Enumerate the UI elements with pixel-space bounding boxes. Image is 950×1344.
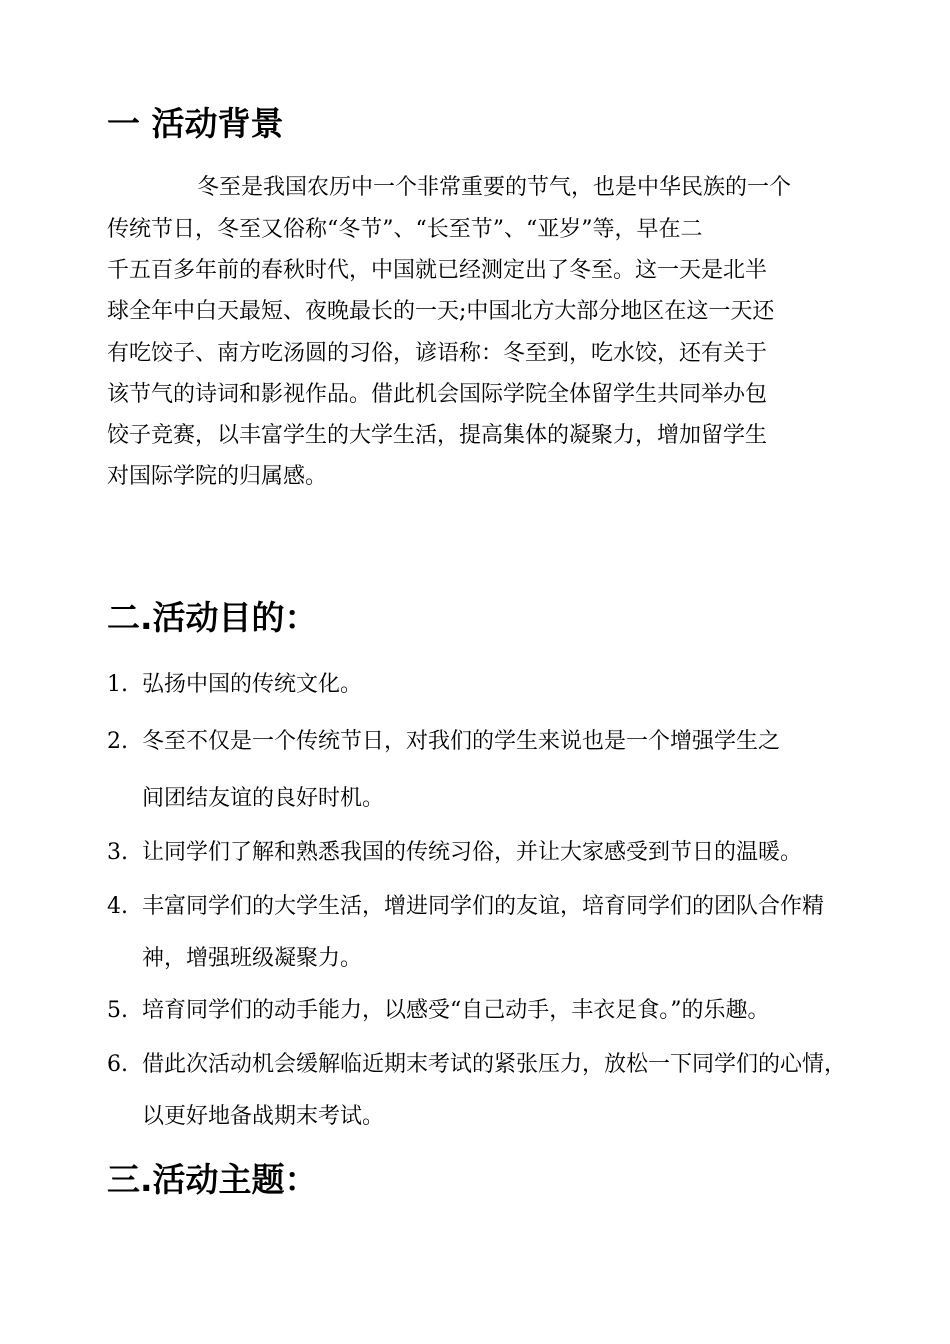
list-item-text: 冬至不仅是一个传统节日，对我们的学生来说也是一个增强学生之 (142, 729, 781, 754)
list-item-number: 6. (107, 1052, 128, 1077)
paragraph-line: 饺子竞赛，以丰富学生的大学生活，提高集体的凝聚力，增加留学生 (107, 423, 768, 448)
paragraph-line: 传统节日，冬至又俗称“冬节”、“长至节”、“亚岁”等，早在二 (107, 217, 703, 242)
paragraph-line: 冬至是我国农历中一个非常重要的节气，也是中华民族的一个 (197, 175, 792, 200)
list-item-text: 丰富同学们的大学生活，增进同学们的友谊，培育同学们的团队合作精 (142, 894, 825, 919)
paragraph-line: 千五百多年前的春秋时代，中国就已经测定出了冬至。这一天是北半 (107, 258, 768, 283)
list-item-text: 神，增强班级凝聚力。 (142, 946, 363, 971)
section-heading-theme: 三.活动主题： (107, 1160, 318, 1199)
list-item-number: 5. (107, 998, 128, 1023)
list-item-text: 以更好地备战期末考试。 (142, 1104, 385, 1129)
list-item-number: 2. (107, 729, 128, 754)
paragraph-line: 该节气的诗词和影视作品。借此机会国际学院全体留学生共同举办包 (107, 382, 768, 407)
paragraph-line: 对国际学院的归属感。 (107, 464, 328, 489)
list-item-text: 弘扬中国的传统文化。 (142, 672, 363, 697)
list-item-number: 4. (107, 894, 128, 919)
list-item-text: 培育同学们的动手能力，以感受“自己动手，丰衣足食。”的乐趣。 (142, 998, 770, 1023)
paragraph-line: 有吃饺子、南方吃汤圆的习俗，谚语称：冬至到，吃水饺，还有关于 (107, 341, 768, 366)
list-item-text: 借此次活动机会缓解临近期末考试的紧张压力，放松一下同学们的心情， (142, 1052, 847, 1077)
section-heading-background: 一 活动背景 (107, 104, 284, 143)
section-heading-purpose: 二.活动目的： (107, 598, 318, 637)
list-item-text: 让同学们了解和熟悉我国的传统习俗，并让大家感受到节日的温暖。 (142, 840, 803, 865)
list-item-number: 1. (107, 672, 128, 697)
list-item-text: 间团结友谊的良好时机。 (142, 786, 385, 811)
paragraph-line: 球全年中白天最短、夜晚最长的一天;中国北方大部分地区在这一天还 (107, 299, 775, 324)
list-item-number: 3. (107, 840, 128, 865)
